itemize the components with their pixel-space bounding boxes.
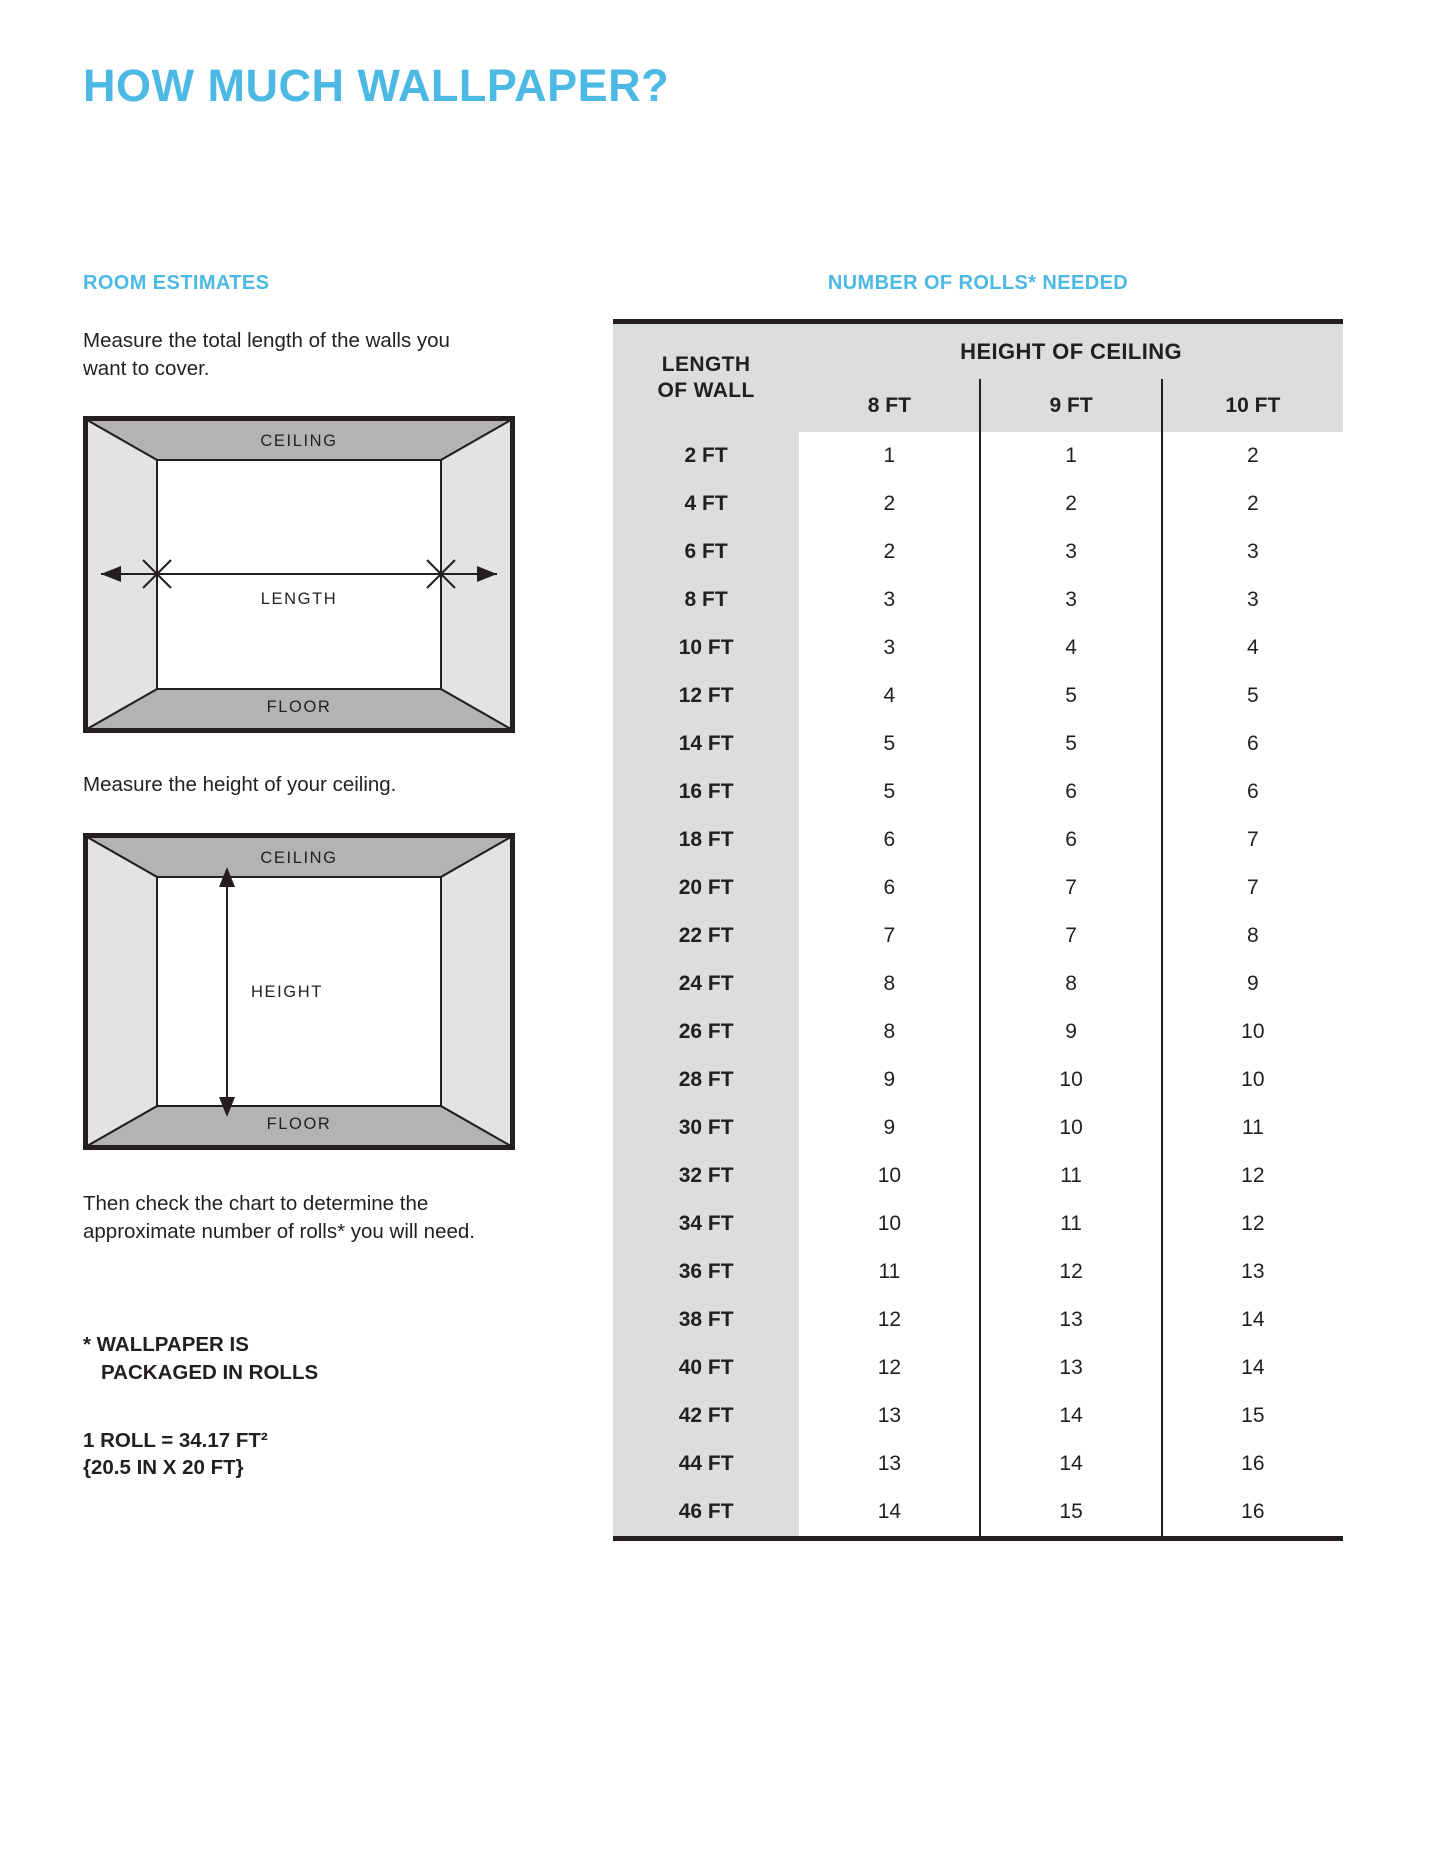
row-label: 24 FT [613,960,799,1008]
cell-10ft: 3 [1162,528,1343,576]
cell-10ft: 16 [1162,1440,1343,1488]
header-col-9ft: 9 FT [980,379,1161,432]
table-row [613,576,1343,624]
cell-8ft: 1 [883,444,896,467]
table-row [613,432,1343,480]
cell-9ft: 6 [980,768,1161,816]
cell-9ft: 15 [980,1488,1161,1539]
header-col-8ft: 8 FT [799,379,980,432]
cell-10ft: 7 [1162,864,1343,912]
cell-10ft: 3 [1162,576,1343,624]
floor-label-2: FLOOR [266,1115,332,1134]
cell-9ft: 13 [980,1296,1161,1344]
row-label: 34 FT [613,1200,799,1248]
roll-size-info [83,1427,483,1482]
row-label: 26 FT [613,1008,799,1056]
cell-8ft: 8 [883,1020,896,1043]
rolls-needed-table [613,319,1343,1541]
cell-8ft: 4 [883,684,896,707]
rolls-table-column [613,272,1353,1541]
table-row [613,1200,1343,1248]
cell-10ft: 2 [1162,432,1343,480]
cell-10ft: 7 [1162,816,1343,864]
step-1-text: Measure the total length of the walls you want to cover. [83,329,450,380]
cell-8ft: 7 [883,924,896,947]
row-label: 10 FT [613,624,799,672]
table-row [613,960,1343,1008]
cell-9ft: 3 [980,528,1161,576]
footnote-line-1: * WALLPAPER IS [83,1333,249,1357]
cell-8ft: 6 [883,828,896,851]
cell-9ft: 5 [980,720,1161,768]
step-3-text: Then check the chart to determine the approximate number of rolls* you will need. [83,1192,475,1243]
cell-10ft: 9 [1162,960,1343,1008]
cell-10ft: 11 [1162,1104,1343,1152]
table-row [613,1248,1343,1296]
row-label: 18 FT [613,816,799,864]
cell-9ft: 5 [980,672,1161,720]
cell-9ft: 7 [980,912,1161,960]
table-row [613,528,1343,576]
table-heading: NUMBER OF ROLLS* NEEDED [827,272,1129,294]
table-row [613,672,1343,720]
row-label: 36 FT [613,1248,799,1296]
cell-9ft: 10 [980,1104,1161,1152]
table-row [613,768,1343,816]
cell-10ft: 14 [1162,1344,1343,1392]
cell-9ft: 12 [980,1248,1161,1296]
footnote-line-2: PACKAGED IN ROLLS [101,1361,319,1385]
table-body [613,432,1343,1539]
section-heading-room-estimates: ROOM ESTIMATES [83,272,270,294]
cell-9ft: 14 [980,1440,1161,1488]
cell-10ft: 10 [1162,1008,1343,1056]
row-label: 28 FT [613,1056,799,1104]
cell-8ft: 5 [883,732,896,755]
row-label: 12 FT [613,672,799,720]
header-length-of-wall [613,322,799,433]
cell-10ft: 15 [1162,1392,1343,1440]
cell-10ft: 2 [1162,480,1343,528]
row-label: 14 FT [613,720,799,768]
cell-8ft: 3 [883,588,896,611]
step-2-text: Measure the height of your ceiling. [83,773,397,797]
row-label: 16 FT [613,768,799,816]
row-label: 8 FT [613,576,799,624]
cell-10ft: 8 [1162,912,1343,960]
cell-8ft: 11 [878,1260,901,1283]
cell-9ft: 14 [980,1392,1161,1440]
table-header-row-top [613,322,1343,380]
table-row [613,1344,1343,1392]
row-label: 30 FT [613,1104,799,1152]
room-estimates-column [83,272,483,1482]
row-label: 4 FT [613,480,799,528]
cell-9ft: 11 [980,1200,1161,1248]
length-dimension-label: LENGTH [255,588,344,611]
cell-9ft: 11 [980,1152,1161,1200]
cell-10ft: 12 [1162,1200,1343,1248]
cell-10ft: 12 [1162,1152,1343,1200]
cell-10ft: 4 [1162,624,1343,672]
cell-8ft: 12 [877,1308,902,1331]
row-label: 42 FT [613,1392,799,1440]
table-row [613,720,1343,768]
table-row [613,1008,1343,1056]
cell-8ft: 14 [877,1500,902,1523]
table-row [613,912,1343,960]
page-title: HOW MUCH WALLPAPER? [83,60,670,111]
floor-label-1: FLOOR [266,698,332,717]
cell-8ft: 2 [883,492,896,515]
cell-8ft: 5 [883,780,896,803]
cell-8ft: 10 [877,1212,902,1235]
roll-dimensions-line: {20.5 IN X 20 FT} [83,1456,244,1480]
header-length-line1: LENGTH [661,352,751,376]
row-label: 40 FT [613,1344,799,1392]
height-dimension-label: HEIGHT [245,981,329,1004]
table-row [613,1392,1343,1440]
cell-10ft: 16 [1162,1488,1343,1539]
cell-8ft: 9 [883,1068,896,1091]
ceiling-label-1: CEILING [260,432,338,451]
cell-9ft: 4 [980,624,1161,672]
table-row [613,480,1343,528]
cell-9ft: 7 [980,864,1161,912]
cell-9ft: 10 [980,1056,1161,1104]
table-row [613,1440,1343,1488]
ceiling-label-2: CEILING [260,849,338,868]
table-head [613,322,1343,433]
row-label: 38 FT [613,1296,799,1344]
room-perspective-faces-1 [87,420,511,729]
cell-8ft: 13 [877,1452,902,1475]
roll-area-line: 1 ROLL = 34.17 FT² [83,1428,268,1452]
cell-8ft: 13 [877,1404,902,1427]
row-label: 32 FT [613,1152,799,1200]
footnote-wallpaper-rolls [83,1331,483,1386]
row-label: 44 FT [613,1440,799,1488]
cell-9ft: 2 [980,480,1161,528]
row-label: 22 FT [613,912,799,960]
cell-9ft: 9 [980,1008,1161,1056]
cell-8ft: 3 [883,636,896,659]
cell-10ft: 13 [1162,1248,1343,1296]
cell-10ft: 5 [1162,672,1343,720]
row-label: 6 FT [613,528,799,576]
table-row [613,864,1343,912]
cell-9ft: 13 [980,1344,1161,1392]
cell-8ft: 2 [883,540,896,563]
cell-8ft: 10 [877,1164,902,1187]
cell-9ft: 3 [980,576,1161,624]
table-row [613,1104,1343,1152]
table-row [613,624,1343,672]
cell-8ft: 8 [883,972,896,995]
row-label: 46 FT [613,1488,799,1539]
table-row [613,1056,1343,1104]
header-col-10ft: 10 FT [1162,379,1343,432]
cell-10ft: 10 [1162,1056,1343,1104]
table-row [613,1152,1343,1200]
cell-9ft: 1 [980,432,1161,480]
cell-10ft: 6 [1162,768,1343,816]
cell-8ft: 9 [883,1116,896,1139]
table-row [613,816,1343,864]
header-height-of-ceiling: HEIGHT OF CEILING [799,322,1343,380]
room-diagram-length [83,416,515,733]
cell-9ft: 8 [980,960,1161,1008]
table-row [613,1488,1343,1539]
header-length-line2: OF WALL [657,379,755,402]
row-label: 2 FT [613,432,799,480]
cell-10ft: 14 [1162,1296,1343,1344]
table-row [613,1296,1343,1344]
row-label: 20 FT [613,864,799,912]
cell-9ft: 6 [980,816,1161,864]
cell-8ft: 6 [883,876,896,899]
room-diagram-height [83,833,515,1150]
cell-10ft: 6 [1162,720,1343,768]
cell-8ft: 12 [877,1356,902,1379]
